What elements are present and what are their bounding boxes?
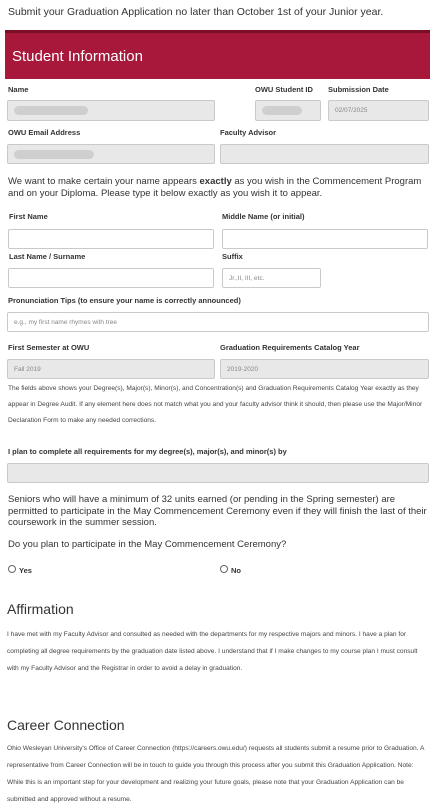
first-name-input[interactable] — [8, 229, 214, 249]
intro-text: Submit your Graduation Application no later than October 1st of your Junior year. — [8, 6, 384, 18]
radio-no-label[interactable]: No — [231, 566, 241, 575]
redacted-name — [14, 106, 88, 115]
affirmation-heading: Affirmation — [7, 601, 74, 617]
seniors-note: Seniors who will have a minimum of 32 units earned (or pending in the Spring semester) are permitted to participate in the May Commencement Ceremony even if they will finish the last of their coursework in the summer session. — [8, 494, 427, 528]
plan-requirements-field — [7, 463, 429, 483]
name-note: We want to make certain your name appears exactly as you wish in the Commencement Program and on your Diploma. Please type it below exactly as you wish it to appear. — [8, 176, 422, 199]
pronunciation-label: Pronunciation Tips (to ensure your name is correctly announced) — [8, 296, 241, 305]
first-semester-field — [7, 359, 215, 379]
student-id-field — [255, 100, 321, 121]
ceremony-question: Do you plan to participate in the May Commencement Ceremony? — [8, 539, 287, 550]
suffix-placeholder: Jr.,II, III, etc. — [229, 274, 265, 282]
student-id-label: OWU Student ID — [255, 85, 313, 94]
submission-date-field — [328, 100, 429, 121]
faculty-advisor-label: Faculty Advisor — [220, 128, 276, 137]
career-heading: Career Connection — [7, 717, 125, 733]
plan-requirements-label: I plan to complete all requirements for my degree(s), major(s), and minor(s) by — [8, 447, 287, 456]
affirmation-text: I have met with my Faculty Advisor and consulted as needed with the departments for my respective majors and minors. I have a plan for completing all degree requirements by the graduation date listed above. I understand that if I make changes to my course plan I must consult with my Faculty Advisor and the Registrar in order to avoid a delay in graduation. — [7, 631, 418, 672]
faculty-advisor-field — [220, 144, 429, 164]
first-semester-value: Fall 2019 — [14, 365, 41, 373]
email-label: OWU Email Address — [8, 128, 81, 137]
suffix-label: Suffix — [222, 252, 243, 261]
catalog-year-value: 2019-2020 — [227, 365, 259, 373]
radio-yes-label[interactable]: Yes — [19, 566, 32, 575]
name-label: Name — [8, 85, 29, 94]
section-title: Student Information — [12, 48, 143, 65]
middle-name-input[interactable] — [222, 229, 428, 249]
submission-date-value: 02/07/2025 — [335, 107, 368, 114]
pronunciation-input[interactable] — [7, 312, 429, 332]
last-name-label: Last Name / Surname — [9, 252, 86, 261]
submission-date-label: Submission Date — [328, 85, 389, 94]
name-field — [7, 100, 215, 121]
email-field — [7, 144, 215, 164]
catalog-year-field — [220, 359, 429, 379]
first-semester-label: First Semester at OWU — [8, 343, 90, 352]
first-name-label: First Name — [9, 212, 48, 221]
catalog-year-label: Graduation Requirements Catalog Year — [220, 343, 360, 352]
degree-note: The fields above shows your Degree(s), Major(s), Minor(s), and Concentration(s) and Graduation Requirements Catalog Year exactly as they appear in Degree Audit. If any element here does not match what you and your faculty advisor think it should, then please use the Major/Minor Declaration Form to make any needed corrections. — [8, 385, 423, 424]
redacted-email — [14, 150, 94, 159]
career-text: Ohio Wesleyan University's Office of Career Connection (https://careers.owu.edu/) requests all students submit a resume prior to Graduation. A representative from Career Connection will be in touch to guide you through this process after you submit this Graduation Application. Note: While this is an important step for your development and realizing your future goals, please note that your Graduation Application can be submitted and approved without a resume. — [7, 745, 424, 803]
pronunciation-placeholder: e.g., my first name rhymes with tree — [14, 318, 117, 326]
radio-yes[interactable] — [8, 565, 16, 573]
middle-name-label: Middle Name (or initial) — [222, 212, 305, 221]
radio-no[interactable] — [220, 565, 228, 573]
suffix-input[interactable] — [222, 268, 321, 288]
redacted-student-id — [262, 106, 302, 115]
last-name-input[interactable] — [8, 268, 214, 288]
